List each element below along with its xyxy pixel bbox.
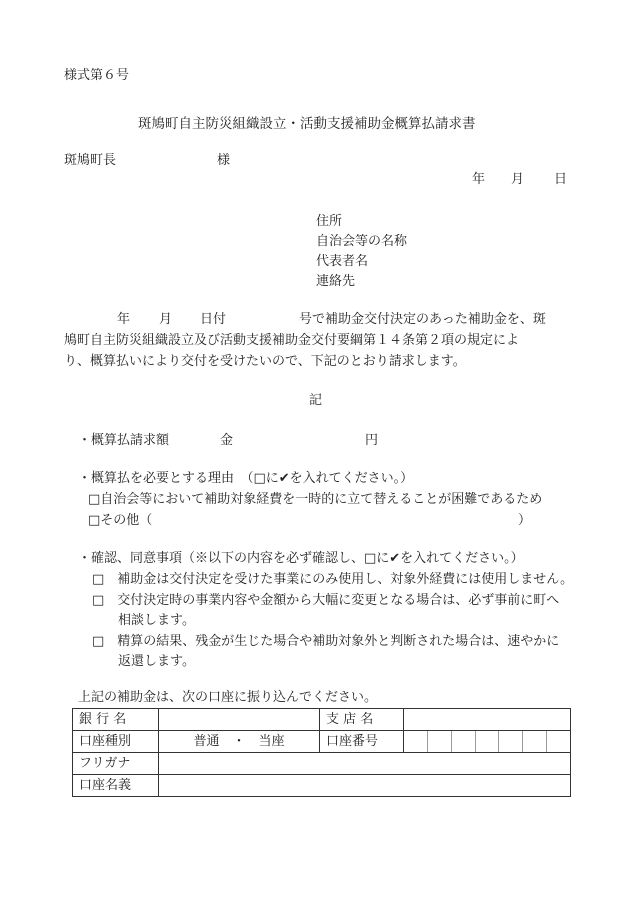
addressee-honorific: 様 (217, 153, 231, 168)
date-month: 月 (511, 172, 525, 187)
body-line1-rest: 号で補助金交付決定のあった補助金を、斑 (299, 312, 546, 327)
bank-intro: 上記の補助金は、次の口座に振り込んでください。 (78, 690, 378, 705)
reason-option-2[interactable]: □その他（ (88, 513, 153, 528)
branch-field[interactable] (404, 709, 571, 731)
account-holder-label: 口座名義 (73, 775, 159, 797)
bank-account-table (72, 708, 571, 797)
account-type-value[interactable]: 普通 ・ 当座 (159, 731, 320, 753)
furigana-label: フリガナ (73, 753, 159, 775)
reason-label: ・概算払を必要とする理由 （□に✔を入れてください。） (78, 471, 414, 486)
body-date: 日付 (200, 312, 227, 327)
digit-cell[interactable] (522, 731, 546, 752)
digit-cell[interactable] (427, 731, 451, 752)
body-line2: 鳩町自主防災組織設立及び活動支援補助金交付要綱第１４条第２項の規定によ (64, 333, 520, 348)
digit-cell[interactable] (451, 731, 475, 752)
reason-option-1[interactable]: □自治会等において補助対象経費を一時的に立て替えることが困難であるため (88, 492, 543, 507)
confirm-item-1[interactable]: □ 補助金は交付決定を受けた事業にのみ使用し、対象外経費には使用しません。 (92, 572, 574, 587)
reason-option-2-close: ） (518, 513, 532, 528)
bank-name-label: 銀 行 名 (73, 709, 159, 731)
body-month: 月 (159, 312, 173, 327)
amount-label: ・概算払請求額 (78, 433, 170, 448)
document-title: 斑鳩町自主防災組織設立・活動支援補助金概算払請求書 (138, 116, 476, 132)
bank-name-field[interactable] (159, 709, 320, 731)
account-number-digits (404, 731, 570, 752)
amount-kin: 金 (220, 433, 234, 448)
furigana-field[interactable] (159, 753, 571, 775)
account-number-label: 口座番号 (320, 731, 404, 753)
confirm-item-3[interactable]: □ 精算の結果、残金が生じた場合や補助対象外と判断された場合は、速やかに (92, 634, 560, 649)
confirm-item-3-cont: 返還します。 (118, 654, 195, 669)
amount-yen: 円 (365, 433, 379, 448)
branch-label: 支 店 名 (320, 709, 404, 731)
applicant-contact-label: 連絡先 (316, 274, 356, 289)
body-line3: り、概算払いにより交付を受けたいので、下記のとおり請求します。 (64, 354, 466, 369)
account-type-label: 口座種別 (73, 731, 159, 753)
digit-cell[interactable] (475, 731, 499, 752)
applicant-representative-label: 代表者名 (316, 254, 369, 269)
form-number: 様式第６号 (64, 68, 130, 83)
body-year: 年 (117, 312, 131, 327)
applicant-address-label: 住所 (316, 214, 343, 229)
confirm-item-2[interactable]: □ 交付決定時の事業内容や金額から大幅に変更となる場合は、必ず事前に町へ (92, 593, 560, 608)
digit-cell[interactable] (546, 731, 570, 752)
applicant-org-label: 自治会等の名称 (316, 234, 408, 249)
date-day: 日 (554, 172, 568, 187)
addressee-name: 斑鳩町長 (64, 153, 117, 168)
ki-label: 記 (309, 393, 323, 408)
date-year: 年 (472, 172, 486, 187)
account-number-field[interactable] (404, 731, 571, 753)
digit-cell[interactable] (404, 731, 427, 752)
digit-cell[interactable] (498, 731, 522, 752)
confirm-item-2-cont: 相談します。 (118, 613, 195, 628)
account-holder-field[interactable] (159, 775, 571, 797)
confirm-label: ・確認、同意事項（※以下の内容を必ず確認し、□に✔を入れてください。） (78, 551, 524, 566)
